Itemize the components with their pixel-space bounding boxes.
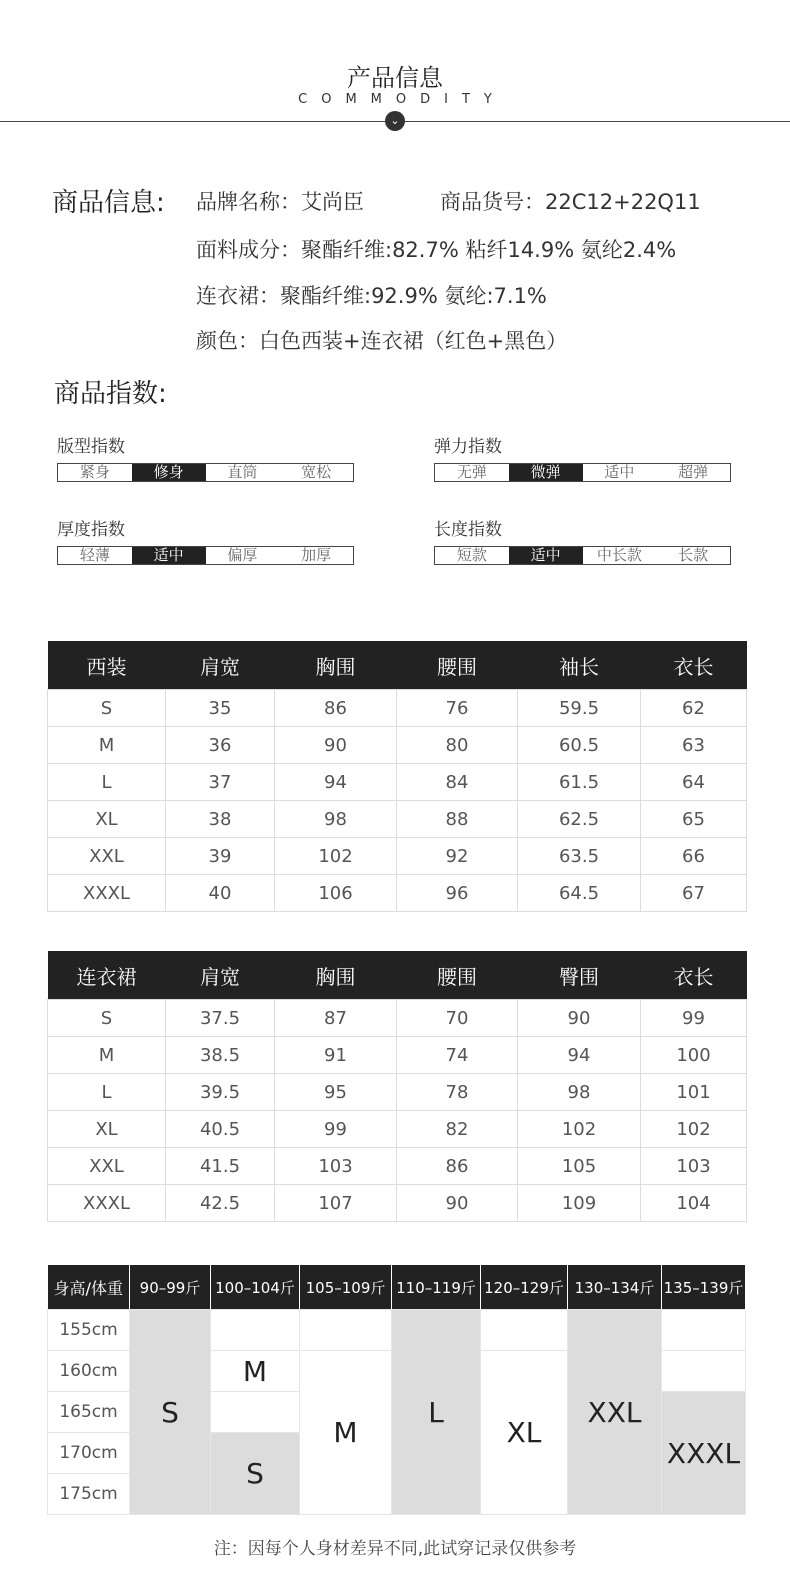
column-header: 105–109斤	[300, 1265, 392, 1310]
size-label-cell: L	[48, 764, 166, 801]
column-header: 胸围	[275, 951, 397, 1000]
index-option: 适中	[604, 463, 635, 481]
index-bar	[57, 546, 354, 565]
measurement-cell: 84	[397, 764, 518, 801]
measurement-cell: 64	[641, 764, 747, 801]
index-option-selected: 适中	[132, 547, 206, 564]
table-row	[48, 690, 747, 727]
measurement-cell: 104	[641, 1185, 747, 1222]
table-row	[48, 875, 747, 912]
table-row	[48, 801, 747, 838]
measurement-cell: 60.5	[518, 727, 641, 764]
measurement-cell: 39	[166, 838, 275, 875]
index-option: 加厚	[301, 546, 332, 564]
suit-size-table	[47, 641, 747, 912]
index-option-selected: 修身	[132, 464, 206, 481]
height-cell: 160cm	[48, 1351, 130, 1392]
measurement-cell: 90	[397, 1185, 518, 1222]
section-title: 产品信息	[347, 64, 443, 92]
measurement-cell: 102	[641, 1111, 747, 1148]
measurement-cell: 63	[641, 727, 747, 764]
column-header: 身高/体重	[48, 1265, 130, 1310]
measurement-cell: 40.5	[166, 1111, 275, 1148]
column-header: 衣长	[641, 951, 747, 1000]
measurement-cell: 38	[166, 801, 275, 838]
index-option: 直筒	[227, 463, 258, 481]
info-heading: 商品信息:	[52, 188, 165, 218]
column-header: 肩宽	[166, 641, 275, 690]
measurement-cell: 62	[641, 690, 747, 727]
column-header: 臀围	[518, 951, 641, 1000]
size-cell: S	[130, 1310, 211, 1515]
table-row	[48, 764, 747, 801]
measurement-cell: 59.5	[518, 690, 641, 727]
table-row	[48, 1148, 747, 1185]
indices-heading: 商品指数:	[54, 379, 167, 409]
index-option-selected: 微弹	[509, 464, 583, 481]
index-option: 长款	[678, 546, 709, 564]
table-row	[48, 727, 747, 764]
measurement-cell: 98	[518, 1074, 641, 1111]
column-header: 腰围	[397, 951, 518, 1000]
measurement-cell: 95	[275, 1074, 397, 1111]
size-cell: M	[300, 1351, 392, 1515]
size-label-cell: XXXL	[48, 875, 166, 912]
size-label-cell: XL	[48, 1111, 166, 1148]
brand-name: 品牌名称：艾尚臣	[196, 190, 364, 214]
measurement-cell: 63.5	[518, 838, 641, 875]
measurement-cell: 99	[641, 1000, 747, 1037]
measurement-cell: 90	[275, 727, 397, 764]
disclaimer-note: 注：因每个人身材差异不同,此试穿记录仅供参考	[213, 1539, 577, 1559]
index-label: 版型指数	[57, 437, 125, 457]
measurement-cell: 86	[397, 1148, 518, 1185]
measurement-cell: 39.5	[166, 1074, 275, 1111]
table-header-row	[48, 1265, 746, 1310]
empty-cell	[662, 1310, 746, 1351]
empty-cell	[211, 1310, 300, 1351]
index-option: 偏厚	[227, 546, 258, 564]
measurement-cell: 102	[275, 838, 397, 875]
dress-size-table	[47, 951, 747, 1222]
measurement-cell: 78	[397, 1074, 518, 1111]
height-cell: 170cm	[48, 1433, 130, 1474]
table-header-row	[48, 951, 747, 1000]
measurement-cell: 88	[397, 801, 518, 838]
table-row	[48, 1074, 747, 1111]
size-label-cell: XXL	[48, 1148, 166, 1185]
fit-index	[57, 432, 354, 482]
measurement-cell: 80	[397, 727, 518, 764]
measurement-cell: 103	[275, 1148, 397, 1185]
column-header: 肩宽	[166, 951, 275, 1000]
column-header: 90–99斤	[130, 1265, 211, 1310]
measurement-cell: 70	[397, 1000, 518, 1037]
measurement-cell: 98	[275, 801, 397, 838]
elasticity-index	[434, 432, 731, 482]
measurement-cell: 64.5	[518, 875, 641, 912]
measurement-cell: 61.5	[518, 764, 641, 801]
measurement-cell: 66	[641, 838, 747, 875]
measurement-cell: 37.5	[166, 1000, 275, 1037]
measurement-cell: 76	[397, 690, 518, 727]
table-row	[48, 1037, 747, 1074]
index-option: 紧身	[79, 463, 110, 481]
measurement-cell: 74	[397, 1037, 518, 1074]
size-label-cell: XL	[48, 801, 166, 838]
empty-cell	[211, 1392, 300, 1433]
column-header: 腰围	[397, 641, 518, 690]
thickness-index	[57, 515, 354, 565]
measurement-cell: 100	[641, 1037, 747, 1074]
section-subtitle: COMMODITY	[298, 92, 506, 107]
table-row	[48, 838, 747, 875]
measurement-cell: 91	[275, 1037, 397, 1074]
measurement-cell: 94	[518, 1037, 641, 1074]
column-header: 110–119斤	[392, 1265, 481, 1310]
measurement-cell: 92	[397, 838, 518, 875]
size-cell: M	[211, 1351, 300, 1392]
measurement-cell: 90	[518, 1000, 641, 1037]
size-cell: L	[392, 1310, 481, 1515]
measurement-cell: 87	[275, 1000, 397, 1037]
index-option: 中长款	[596, 546, 642, 564]
column-header: 袖长	[518, 641, 641, 690]
index-option: 无弹	[456, 463, 487, 481]
size-cell: XXL	[568, 1310, 662, 1515]
fabric-composition: 面料成分：聚酯纤维:82.7% 粘纤14.9% 氨纶2.4%	[196, 238, 677, 262]
index-bar	[434, 463, 731, 482]
size-label-cell: S	[48, 690, 166, 727]
size-cell: S	[211, 1433, 300, 1515]
height-cell: 155cm	[48, 1310, 130, 1351]
height-cell: 165cm	[48, 1392, 130, 1433]
chevron-down-icon: ⌄	[385, 111, 405, 131]
column-header: 130–134斤	[568, 1265, 662, 1310]
index-option: 宽松	[301, 463, 332, 481]
index-option: 超弹	[678, 463, 709, 481]
height-cell: 175cm	[48, 1474, 130, 1515]
table-row	[48, 1000, 747, 1037]
size-label-cell: M	[48, 727, 166, 764]
empty-cell	[300, 1310, 392, 1351]
index-bar	[434, 546, 731, 565]
measurement-cell: 101	[641, 1074, 747, 1111]
measurement-cell: 42.5	[166, 1185, 275, 1222]
column-header: 衣长	[641, 641, 747, 690]
product-code: 商品货号：22C12+22Q11	[440, 190, 701, 214]
measurement-cell: 86	[275, 690, 397, 727]
size-label-cell: S	[48, 1000, 166, 1037]
index-label: 长度指数	[434, 520, 502, 540]
index-option: 轻薄	[79, 546, 110, 564]
size-label-cell: XXL	[48, 838, 166, 875]
color-info: 颜色：白色西装+连衣裙（红色+黑色）	[196, 329, 568, 353]
column-header: 胸围	[275, 641, 397, 690]
index-label: 弹力指数	[434, 437, 502, 457]
empty-cell	[481, 1310, 568, 1351]
index-option: 短款	[456, 546, 487, 564]
measurement-cell: 109	[518, 1185, 641, 1222]
column-header: 连衣裙	[48, 951, 166, 1000]
index-option-selected: 适中	[509, 547, 583, 564]
column-header: 135–139斤	[662, 1265, 746, 1310]
measurement-cell: 102	[518, 1111, 641, 1148]
measurement-cell: 37	[166, 764, 275, 801]
column-header: 120–129斤	[481, 1265, 568, 1310]
measurement-cell: 99	[275, 1111, 397, 1148]
measurement-cell: 41.5	[166, 1148, 275, 1185]
measurement-cell: 38.5	[166, 1037, 275, 1074]
size-recommendation-table	[47, 1265, 746, 1515]
length-index	[434, 515, 731, 565]
column-header: 100–104斤	[211, 1265, 300, 1310]
size-label-cell: M	[48, 1037, 166, 1074]
empty-cell	[662, 1351, 746, 1392]
measurement-cell: 105	[518, 1148, 641, 1185]
measurement-cell: 40	[166, 875, 275, 912]
table-header-row	[48, 641, 747, 690]
measurement-cell: 94	[275, 764, 397, 801]
column-header: 西装	[48, 641, 166, 690]
table-row	[48, 1185, 747, 1222]
measurement-cell: 65	[641, 801, 747, 838]
size-label-cell: XXXL	[48, 1185, 166, 1222]
measurement-cell: 62.5	[518, 801, 641, 838]
measurement-cell: 107	[275, 1185, 397, 1222]
size-label-cell: L	[48, 1074, 166, 1111]
measurement-cell: 36	[166, 727, 275, 764]
index-label: 厚度指数	[57, 520, 125, 540]
measurement-cell: 106	[275, 875, 397, 912]
measurement-cell: 67	[641, 875, 747, 912]
index-bar	[57, 463, 354, 482]
table-row	[48, 1111, 747, 1148]
size-cell: XL	[481, 1351, 568, 1515]
table-row	[48, 1310, 746, 1351]
measurement-cell: 82	[397, 1111, 518, 1148]
dress-composition: 连衣裙：聚酯纤维:92.9% 氨纶:7.1%	[196, 284, 547, 308]
measurement-cell: 96	[397, 875, 518, 912]
size-cell: XXXL	[662, 1392, 746, 1515]
measurement-cell: 103	[641, 1148, 747, 1185]
measurement-cell: 35	[166, 690, 275, 727]
